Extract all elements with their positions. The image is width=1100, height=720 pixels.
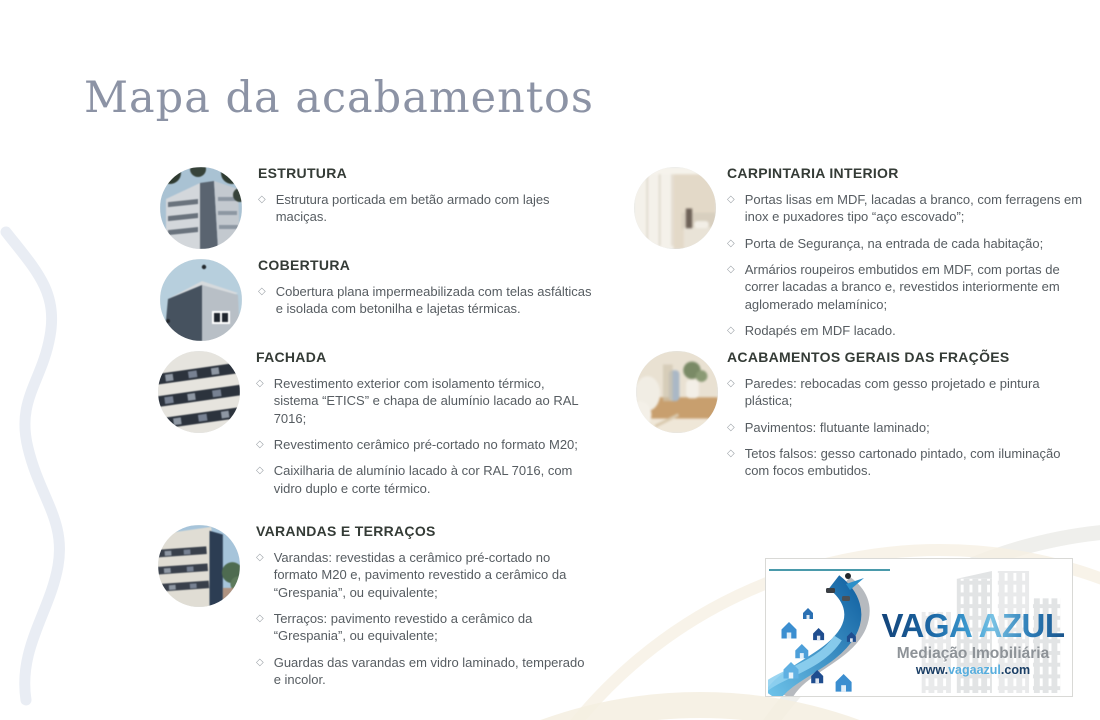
balconies-building-illustration bbox=[158, 525, 240, 607]
house-icon bbox=[813, 628, 824, 640]
diamond-bullet-icon: ◇ bbox=[727, 377, 735, 389]
house-icon bbox=[836, 674, 852, 692]
vaga-azul-logo-card bbox=[765, 558, 1073, 697]
list-item-text: Pavimentos: flutuante laminado; bbox=[744, 419, 930, 435]
varandas-photo bbox=[158, 525, 240, 607]
website-prefix: www. bbox=[915, 663, 949, 678]
brand-tagline: Mediação Imobiliária bbox=[896, 645, 1050, 662]
car-icon bbox=[842, 596, 850, 601]
list-item-text: Portas lisas em MDF, lacadas a branco, com ferragens em inox e puxadores tipo “aço escovado”; bbox=[744, 191, 1083, 225]
list-item bbox=[727, 322, 1086, 339]
diamond-bullet-icon: ◇ bbox=[727, 325, 735, 337]
list-item-text: Terraços: pavimento revestido a cerâmico da “Grespania”, ou equivalente; bbox=[273, 611, 533, 644]
house-icon bbox=[782, 622, 797, 639]
list-item bbox=[258, 283, 592, 318]
house-icon bbox=[803, 608, 813, 619]
section-carpintaria bbox=[634, 165, 1086, 349]
diamond-bullet-icon: ◇ bbox=[727, 264, 735, 276]
diamond-bullet-icon: ◇ bbox=[258, 285, 266, 297]
diamond-bullet-icon: ◇ bbox=[727, 421, 735, 433]
section-heading: FACHADA bbox=[256, 349, 327, 365]
diamond-bullet-icon: ◇ bbox=[256, 551, 264, 563]
roof-corner-illustration bbox=[160, 259, 242, 341]
bullet-list bbox=[258, 283, 592, 318]
logo-text-block bbox=[876, 609, 1070, 678]
estrutura-photo bbox=[160, 167, 242, 249]
section-heading: CARPINTARIA INTERIOR bbox=[727, 165, 899, 181]
list-item bbox=[727, 445, 1086, 480]
list-item-text: Rodapés em MDF lacado. bbox=[744, 323, 896, 339]
acabamentos-photo bbox=[636, 351, 718, 433]
list-item bbox=[727, 375, 1086, 410]
fachada-photo bbox=[158, 351, 240, 433]
list-item bbox=[727, 191, 1086, 226]
diamond-bullet-icon: ◇ bbox=[727, 237, 735, 249]
list-item-text: Revestimento cerâmico pré-cortado no formato M20; bbox=[273, 437, 578, 453]
list-item bbox=[256, 436, 592, 453]
list-item bbox=[256, 654, 592, 689]
list-item-text: Porta de Segurança, na entrada de cada habitação; bbox=[744, 235, 1044, 251]
page-title: Mapa da acabamentos bbox=[84, 72, 594, 123]
bullet-list bbox=[258, 191, 592, 226]
list-item bbox=[256, 462, 592, 497]
diamond-bullet-icon: ◇ bbox=[258, 193, 266, 205]
diamond-bullet-icon: ◇ bbox=[256, 656, 264, 668]
brand-name: VAGA AZUL bbox=[876, 609, 1070, 642]
facade-windows-illustration bbox=[158, 351, 240, 433]
list-item bbox=[256, 549, 592, 601]
list-item-text: Cobertura plana impermeabilizada com telas asfálticas e isolada com betonilha e lajetas térmicas. bbox=[275, 283, 592, 317]
section-fachada bbox=[158, 349, 592, 506]
carpintaria-photo bbox=[634, 167, 716, 249]
car-icon bbox=[826, 588, 835, 593]
section-estrutura bbox=[160, 165, 592, 235]
section-heading: VARANDAS E TERRAÇOS bbox=[256, 523, 436, 539]
section-heading: COBERTURA bbox=[258, 257, 351, 273]
interior-dining-illustration bbox=[636, 351, 718, 433]
list-item-text: Caixilharia de alumínio lacado à cor RAL 7016, com vidro duplo e corte térmico. bbox=[273, 463, 573, 496]
road-dot bbox=[845, 573, 851, 579]
website-suffix: .com bbox=[1000, 663, 1031, 678]
list-item-text: Armários roupeiros embutidos em MDF, com portas de correr lacadas a branco e, revestidos interiormente em aglomerado melamínico; bbox=[744, 262, 1060, 312]
wave-decoration-left bbox=[6, 232, 60, 700]
list-item bbox=[256, 375, 592, 427]
bullet-list bbox=[727, 191, 1086, 340]
list-item bbox=[256, 610, 592, 645]
list-item bbox=[258, 191, 592, 226]
list-item-text: Revestimento exterior com isolamento térmico, sistema “ETICS” e chapa de alumínio lacado ao RAL 7016; bbox=[273, 375, 579, 426]
section-acabamentos bbox=[636, 349, 1086, 489]
brand-website bbox=[876, 664, 1070, 678]
cobertura-photo bbox=[160, 259, 242, 341]
interior-wardrobe-illustration bbox=[634, 167, 716, 249]
list-item bbox=[727, 419, 1086, 436]
bullet-list bbox=[727, 375, 1086, 480]
house-icon bbox=[795, 644, 808, 658]
list-item-text: Paredes: rebocadas com gesso projetado e pintura plástica; bbox=[744, 375, 1040, 409]
section-heading: ESTRUTURA bbox=[258, 165, 348, 181]
list-item bbox=[727, 235, 1086, 252]
section-heading: ACABAMENTOS GERAIS DAS FRAÇÕES bbox=[727, 349, 1010, 365]
bullet-list bbox=[256, 375, 592, 497]
diamond-bullet-icon: ◇ bbox=[256, 439, 264, 451]
bullet-list bbox=[256, 549, 592, 689]
diamond-bullet-icon: ◇ bbox=[727, 448, 735, 460]
diamond-bullet-icon: ◇ bbox=[256, 377, 264, 389]
list-item-text: Varandas: revestidas a cerâmico pré-cortado no formato M20 e, pavimento revestido a cerâmico da “Grespania”, ou equivalente; bbox=[273, 549, 567, 600]
section-varandas bbox=[158, 523, 592, 698]
list-item-text: Estrutura porticada em betão armado com lajes maciças. bbox=[275, 191, 550, 225]
building-roof bbox=[957, 571, 992, 579]
list-item-text: Tetos falsos: gesso cartonado pintado, com iluminação com focos embutidos. bbox=[744, 446, 1061, 479]
arc-decoration-beige-large bbox=[245, 705, 1100, 720]
section-cobertura bbox=[160, 257, 592, 327]
diamond-bullet-icon: ◇ bbox=[727, 193, 735, 205]
website-name: vagaazul bbox=[948, 663, 1001, 678]
diamond-bullet-icon: ◇ bbox=[256, 465, 264, 477]
building-structure-illustration bbox=[160, 167, 242, 249]
diamond-bullet-icon: ◇ bbox=[256, 613, 264, 625]
list-item-text: Guardas das varandas em vidro laminado, temperado e incolor. bbox=[273, 654, 585, 688]
list-item bbox=[727, 261, 1086, 313]
